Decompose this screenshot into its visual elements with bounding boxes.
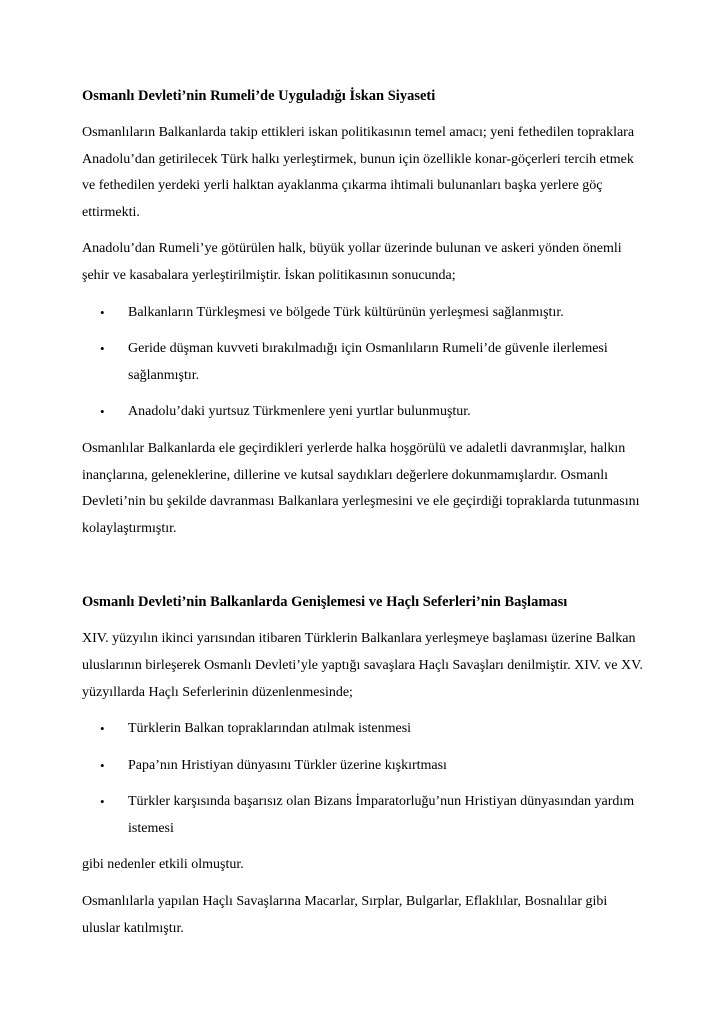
- list-item: [82, 789, 646, 842]
- section2-bullet-list: [82, 716, 646, 842]
- section1-paragraph-3: Osmanlılar Balkanlarda ele geçirdikleri yerlerde halka hoşgörülü ve adaletli davranmışlar, halkın inançlarına, geleneklerine, dillerine ve kutsal saydıkları değerlere dokunmamışlardır. Osmanlı Devleti’nin bu şekilde davranması Balkanlara yerleşmesini ve ele geçirdiği topraklarda tutunmasını kolaylaştırmıştır.: [82, 440, 640, 536]
- section1-paragraph-2: Anadolu’dan Rumeli’ye götürülen halk, büyük yollar üzerinde bulunan ve askeri yönden önemli şehir ve kasabalara yerleştirilmiştir. İskan politikasının sonucunda;: [82, 241, 622, 283]
- section2-paragraph-2: gibi nedenler etkili olmuştur.: [82, 857, 244, 873]
- list-item: [82, 399, 646, 426]
- list-item-text: Papa’nın Hristiyan dünyasını Türkler üzerine kışkırtması: [128, 757, 447, 773]
- list-item-text: Geride düşman kuvveti bırakılmadığı için Osmanlıların Rumeli’de güvenle ilerlemesi sağlanmıştır.: [128, 341, 608, 383]
- list-item-text: Türklerin Balkan topraklarından atılmak istenmesi: [128, 721, 412, 737]
- bullet-icon: •: [100, 794, 105, 810]
- bullet-icon: •: [100, 304, 105, 320]
- bullet-icon: •: [100, 404, 105, 420]
- section1-title: Osmanlı Devleti’nin Rumeli’de Uyguladığı İskan Siyaseti: [82, 88, 436, 104]
- section1-bullet-list: [82, 300, 646, 426]
- section2-title: Osmanlı Devleti’nin Balkanlarda Genişlemesi ve Haçlı Seferleri’nin Başlaması: [82, 594, 568, 611]
- bullet-icon: •: [100, 757, 105, 773]
- bullet-icon: •: [100, 721, 105, 737]
- list-item-text: Balkanların Türkleşmesi ve bölgede Türk kültürünün yerleşmesi sağlanmıştır.: [128, 304, 564, 320]
- list-item-text: Anadolu’daki yurtsuz Türkmenlere yeni yurtlar bulunmuştur.: [128, 404, 471, 420]
- list-item: [82, 336, 646, 389]
- section1-paragraph-1: Osmanlıların Balkanlarda takip ettikleri iskan politikasının temel amacı; yeni fethedilen topraklara Anadolu’dan getirilecek Türk halkı yerleştirmek, bunun için özellikle konar-göçerleri tercih etmek ve fethedilen yerdeki yerli halktan ayaklanma çıkarma ihtimali bulunanları başka yerlere göç ettirmekti.: [82, 125, 635, 220]
- section2-paragraph-1: XIV. yüzyılın ikinci yarısından itibaren Türklerin Balkanlara yerleşmeye başlaması üzerine Balkan uluslarının birleşerek Osmanlı Devleti’yle yaptığı savaşlara Haçlı Savaşları denilmiştir. XIV. ve XV. yüzyıllarda Haçlı Seferlerinin düzenlenmesinde;: [82, 631, 643, 700]
- list-item: [82, 716, 646, 743]
- bullet-icon: •: [100, 341, 105, 357]
- list-item-text: Türkler karşısında başarısız olan Bizans İmparatorluğu’nun Hristiyan dünyasından yardım istemesi: [128, 794, 635, 836]
- list-item: [82, 300, 646, 327]
- section2-paragraph-3: Osmanlılarla yapılan Haçlı Savaşlarına Macarlar, Sırplar, Bulgarlar, Eflaklılar, Bosnalılar gibi uluslar katılmıştır.: [82, 894, 608, 936]
- list-item: [82, 753, 646, 780]
